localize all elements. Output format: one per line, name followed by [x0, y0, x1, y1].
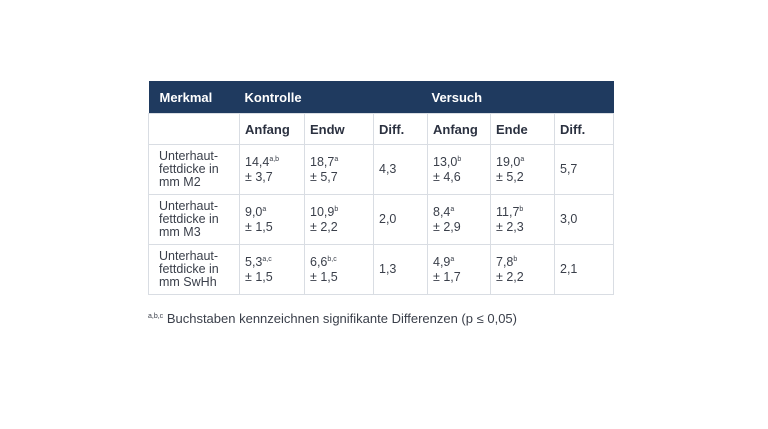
value-cell	[491, 245, 555, 295]
diff-value: 2,0	[379, 212, 397, 226]
diff-cell	[555, 145, 614, 195]
significance-letters: b	[457, 155, 462, 163]
value-cell	[240, 145, 305, 195]
std-dev: ± 2,9	[433, 219, 461, 234]
value-cell	[428, 145, 491, 195]
significance-letters: a	[262, 205, 267, 213]
mean-value: 14,4	[245, 154, 270, 169]
mean-value: 4,9	[433, 254, 451, 269]
mean-value: 5,3	[245, 254, 263, 269]
value-cell	[491, 145, 555, 195]
diff-cell	[555, 195, 614, 245]
significance-letters: a	[450, 255, 455, 263]
header-feature: Merkmal	[149, 81, 240, 114]
sub-header-control-diff: Diff.	[374, 114, 428, 145]
row-feature-line: fettdicke in	[159, 212, 219, 226]
diff-cell	[555, 245, 614, 295]
mean-value: 6,6	[310, 254, 328, 269]
header-trial: Versuch	[428, 81, 614, 114]
significance-letters: b	[513, 255, 518, 263]
mean-value: 9,0	[245, 204, 263, 219]
diff-cell	[374, 145, 428, 195]
row-feature-line: Unterhaut-	[159, 149, 219, 163]
row-feature-line: fettdicke in	[159, 262, 219, 276]
value-cell	[428, 245, 491, 295]
std-dev: ± 1,5	[245, 219, 273, 234]
diff-value: 4,3	[379, 162, 397, 176]
diff-cell	[374, 245, 428, 295]
diff-value: 2,1	[560, 262, 578, 276]
std-dev: ± 2,2	[496, 269, 524, 284]
table-row	[149, 245, 614, 295]
row-feature-line: Unterhaut-	[159, 249, 219, 263]
mean-value: 13,0	[433, 154, 458, 169]
row-feature-cell	[149, 245, 240, 295]
mean-value: 19,0	[496, 154, 521, 169]
row-feature-line: mm SwHh	[159, 275, 217, 289]
sub-header-trial-start: Anfang	[428, 114, 491, 145]
value-cell	[428, 195, 491, 245]
row-feature-cell	[149, 195, 240, 245]
sub-header-control-start: Anfang	[240, 114, 305, 145]
sub-header-control-end: Endw	[305, 114, 374, 145]
significance-letters: a	[520, 155, 525, 163]
mean-value: 18,7	[310, 154, 335, 169]
std-dev: ± 2,3	[496, 219, 524, 234]
sub-header-row	[149, 114, 614, 145]
footnote	[148, 311, 517, 326]
diff-value: 5,7	[560, 162, 578, 176]
row-feature-line: fettdicke in	[159, 162, 219, 176]
std-dev: ± 1,5	[310, 269, 338, 284]
mean-value: 7,8	[496, 254, 514, 269]
value-cell	[240, 245, 305, 295]
std-dev: ± 2,2	[310, 219, 338, 234]
row-feature-line: mm M3	[159, 225, 201, 239]
sub-header-empty	[149, 114, 240, 145]
diff-value: 3,0	[560, 212, 578, 226]
group-header-row	[149, 81, 614, 114]
mean-value: 10,9	[310, 204, 335, 219]
significance-letters: a	[450, 205, 455, 213]
diff-cell	[374, 195, 428, 245]
value-cell	[305, 145, 374, 195]
std-dev: ± 1,5	[245, 269, 273, 284]
mean-value: 8,4	[433, 204, 451, 219]
results-table	[148, 81, 614, 295]
significance-letters: a,b	[269, 155, 280, 163]
header-control: Kontrolle	[240, 81, 428, 114]
value-cell	[305, 245, 374, 295]
mean-value: 11,7	[496, 204, 520, 219]
significance-letters: b,c	[327, 255, 337, 263]
sub-header-trial-end: Ende	[491, 114, 555, 145]
std-dev: ± 1,7	[433, 269, 461, 284]
significance-letters: b	[334, 205, 339, 213]
value-cell	[491, 195, 555, 245]
significance-letters: b	[519, 205, 524, 213]
footnote-text: Buchstaben kennzeichnen signifikante Differenzen (p ≤ 0,05)	[166, 311, 517, 326]
row-feature-line: mm M2	[159, 175, 201, 189]
std-dev: ± 4,6	[433, 169, 461, 184]
diff-value: 1,3	[379, 262, 397, 276]
std-dev: ± 3,7	[245, 169, 273, 184]
std-dev: ± 5,7	[310, 169, 338, 184]
row-feature-line: Unterhaut-	[159, 199, 219, 213]
value-cell	[305, 195, 374, 245]
sub-header-trial-diff: Diff.	[555, 114, 614, 145]
significance-letters: a	[334, 155, 339, 163]
value-cell	[240, 195, 305, 245]
row-feature-cell	[149, 145, 240, 195]
results-table-container	[148, 81, 613, 295]
significance-letters: a,c	[262, 255, 272, 263]
table-row	[149, 195, 614, 245]
footnote-marker: a,b,c	[148, 313, 164, 320]
std-dev: ± 5,2	[496, 169, 524, 184]
table-row	[149, 145, 614, 195]
